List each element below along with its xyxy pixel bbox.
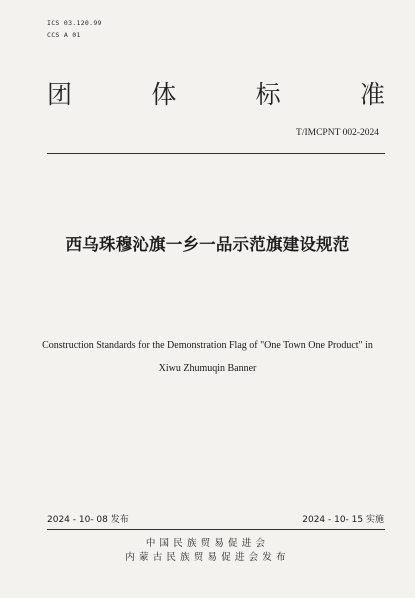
issuer-line-2: 内蒙古民族贸易促进会发布 xyxy=(125,552,290,563)
document-type-heading xyxy=(47,82,385,107)
doc-type-char-2: 体 xyxy=(151,80,177,109)
document-number: T/IMCPNT 002-2024 xyxy=(296,128,379,138)
bottom-divider xyxy=(47,529,385,530)
doc-type-char-3: 标 xyxy=(255,80,281,109)
chinese-title: 西乌珠穆沁旗一乡一品示范旗建设规范 xyxy=(65,235,350,254)
ics-code: ICS 03.120.99 xyxy=(47,19,102,27)
doc-type-char-1: 团 xyxy=(47,80,73,109)
issuer-line-1: 中国民族贸易促进会 xyxy=(145,538,270,549)
doc-type-char-4: 准 xyxy=(359,80,385,109)
ccs-code: CCS A 01 xyxy=(47,31,81,39)
english-title-line-1: Construction Standards for the Demonstration Flag of "One Town One Product" in xyxy=(42,340,373,351)
top-divider xyxy=(47,153,385,154)
publish-date: 2024 - 10- 08 发布 xyxy=(47,515,129,525)
implement-date: 2024 - 10- 15 实施 xyxy=(302,515,384,525)
english-title-line-2: Xiwu Zhumuqin Banner xyxy=(158,363,257,374)
